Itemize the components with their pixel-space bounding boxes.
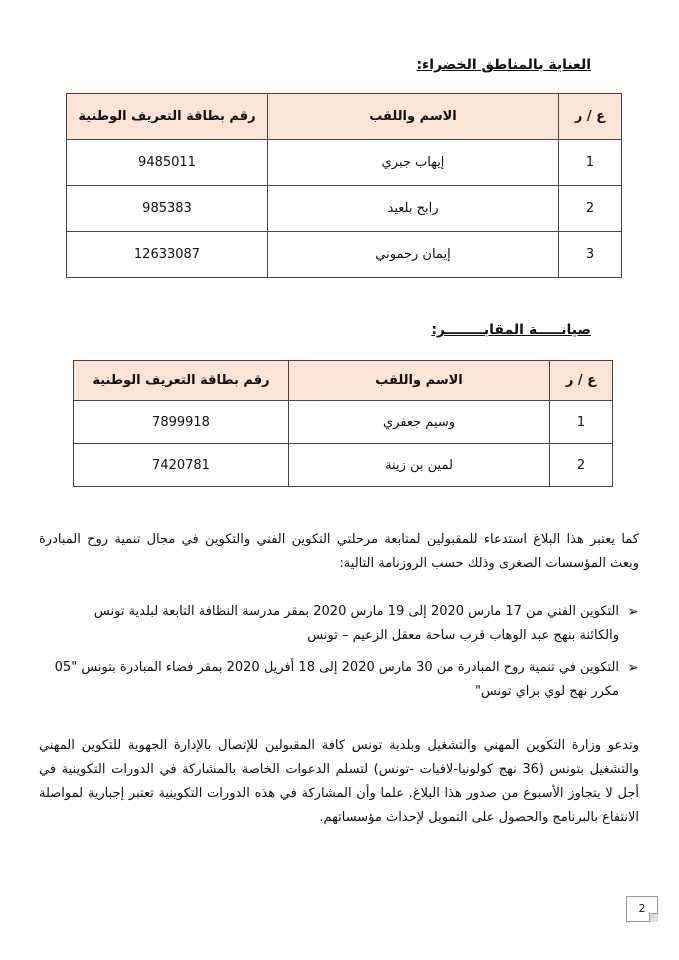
row-num: 3 bbox=[559, 232, 622, 278]
header-num: ع / ر bbox=[550, 361, 613, 401]
header-num: ع / ر bbox=[559, 94, 622, 140]
intro-paragraph: كما يعتبر هذا البلاغ استدعاء للمقبولين لمتابعة مرحلتي التكوين الفني والتكوين في مجال تنمية روح المبادرة وبعث المؤسسات الصغرى وذلك حسب الروزنامة التالية: bbox=[39, 532, 639, 571]
row-name: إيمان رحموني bbox=[268, 232, 559, 278]
row-id: 12633087 bbox=[67, 232, 268, 278]
header-id: رقم بطاقة التعريف الوطنية bbox=[67, 94, 268, 140]
header-name: الاسم واللقب bbox=[268, 94, 559, 140]
table-row bbox=[67, 232, 622, 278]
row-name: رابح بلعيد bbox=[268, 186, 559, 232]
page-number: 2 bbox=[626, 896, 658, 922]
arrow-icon: ➢ bbox=[627, 604, 639, 620]
header-name: الاسم واللقب bbox=[289, 361, 550, 401]
row-name: إيهاب جبري bbox=[268, 140, 559, 186]
arrow-icon: ➢ bbox=[627, 660, 639, 676]
table-row bbox=[67, 140, 622, 186]
row-num: 2 bbox=[550, 444, 613, 487]
row-num: 1 bbox=[550, 401, 613, 444]
section1-heading: العناية بالمناطق الخضراء: bbox=[416, 57, 591, 73]
row-num: 1 bbox=[559, 140, 622, 186]
row-name: وسيم جعفري bbox=[289, 401, 550, 444]
table-row bbox=[74, 401, 613, 444]
table-row bbox=[74, 444, 613, 487]
row-name: لمين بن زينة bbox=[289, 444, 550, 487]
closing-paragraph: وتدعو وزارة التكوين المهني والتشغيل وبلدية تونس كافة المقبولين للإتصال بالإدارة الجهوية للتكوين المهني والتشغيل بتونس (36 نهج كولونيا-لافيات -تونس) لتسلم الدعوات الخاصة بالمشاركة في الدورات التكوينية في أجل لا يتجاوز الأسبوع من صدور هذا البلاغ. علما وأن المشاركة في هذه الدورات التكوينية تعتبر إجبارية لمواصلة الانتفاع بالبرنامج والحصول على التمويل لإحداث مؤسساتهم. bbox=[39, 738, 639, 825]
row-id: 7899918 bbox=[74, 401, 289, 444]
row-num: 2 bbox=[559, 186, 622, 232]
section2-heading: صيانـــــة المقابــــــــر: bbox=[431, 322, 591, 338]
cemeteries-table bbox=[73, 360, 613, 487]
bullet-item bbox=[51, 656, 639, 704]
row-id: 9485011 bbox=[67, 140, 268, 186]
bullet-text: التكوين الفني من 17 مارس 2020 إلى 19 مارس 2020 بمقر مدرسة النظافة التابعة لبلدية تونس والكائنة بنهج عبد الوهاب قرب ساحة معقل الزعيم – تونس bbox=[93, 604, 619, 643]
header-id: رقم بطاقة التعريف الوطنية bbox=[74, 361, 289, 401]
row-id: 7420781 bbox=[74, 444, 289, 487]
green-areas-table bbox=[66, 93, 622, 278]
bullet-item bbox=[51, 600, 639, 648]
table-row bbox=[67, 186, 622, 232]
row-id: 985383 bbox=[67, 186, 268, 232]
bullet-text: التكوين في تنمية روح المبادرة من 30 مارس 2020 إلى 18 أفريل 2020 بمقر فضاء المبادرة بتونس "05 مكرر نهج لوي براي تونس" bbox=[54, 660, 619, 699]
